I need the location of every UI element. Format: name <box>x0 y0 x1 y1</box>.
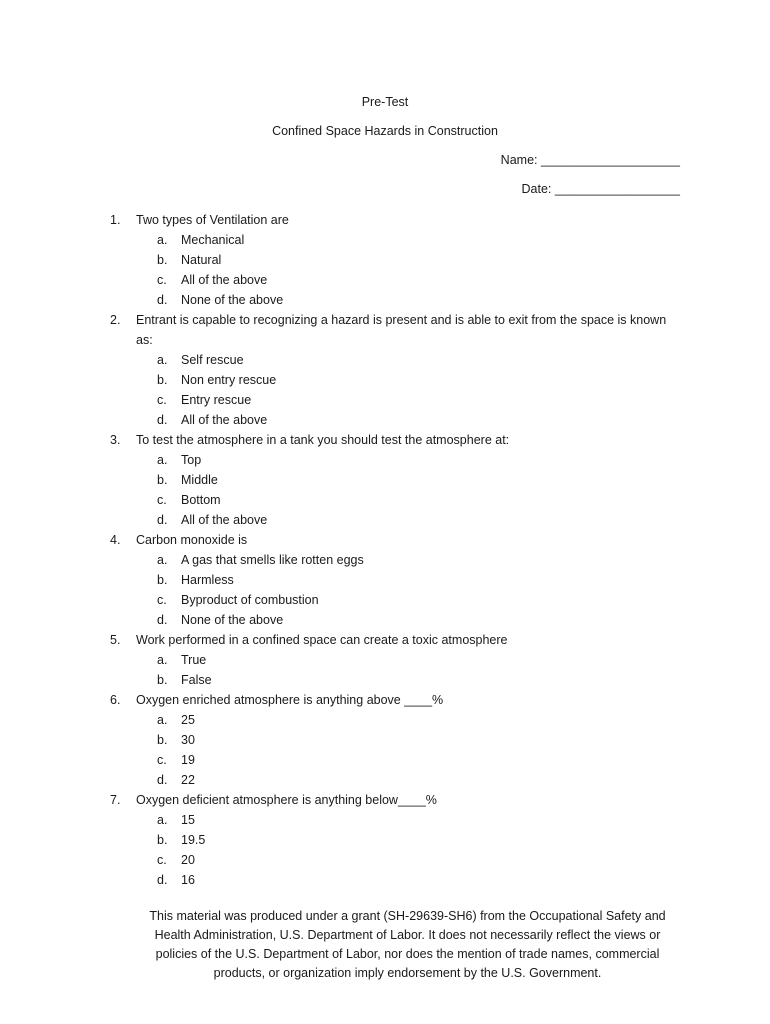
option-text: A gas that smells like rotten eggs <box>181 553 364 567</box>
option-letter: a. <box>157 653 168 667</box>
answer-option <box>136 810 680 830</box>
option-letter: d. <box>157 773 168 787</box>
question-number: 2. <box>110 313 121 327</box>
option-text: 15 <box>181 813 195 827</box>
answer-option <box>136 670 680 690</box>
answer-options <box>136 450 680 530</box>
option-letter: a. <box>157 813 168 827</box>
option-text: Top <box>181 453 202 467</box>
date-field: Date: __________________ <box>521 182 680 196</box>
question-7 <box>110 790 680 890</box>
answer-option <box>136 770 680 790</box>
answer-option <box>136 490 680 510</box>
option-text: True <box>181 653 207 667</box>
answer-option <box>136 830 680 850</box>
option-text: 19.5 <box>181 833 206 847</box>
option-letter: a. <box>157 453 168 467</box>
question-number: 7. <box>110 793 121 807</box>
answer-options <box>136 810 680 890</box>
option-text: 30 <box>181 733 195 747</box>
answer-option <box>136 870 680 890</box>
answer-option <box>136 610 680 630</box>
answer-options <box>136 550 680 630</box>
option-letter: c. <box>157 393 167 407</box>
option-letter: b. <box>157 373 168 387</box>
option-text: Mechanical <box>181 233 245 247</box>
option-text: None of the above <box>181 613 284 627</box>
document-title: Pre-Test <box>361 95 409 109</box>
option-text: All of the above <box>181 513 268 527</box>
question-number: 4. <box>110 533 121 547</box>
question-text: Oxygen enriched atmosphere is anything above ____% <box>136 693 444 707</box>
answer-option <box>136 350 680 370</box>
document-subtitle: Confined Space Hazards in Construction <box>272 124 498 138</box>
question-4 <box>110 530 680 630</box>
option-letter: b. <box>157 573 168 587</box>
option-letter: d. <box>157 873 168 887</box>
question-text: Oxygen deficient atmosphere is anything below____% <box>136 793 437 807</box>
answer-option <box>136 650 680 670</box>
option-text: Harmless <box>181 573 234 587</box>
answer-option <box>136 750 680 770</box>
option-letter: d. <box>157 413 168 427</box>
option-text: Self rescue <box>181 353 244 367</box>
question-3 <box>110 430 680 530</box>
option-text: None of the above <box>181 293 284 307</box>
option-letter: b. <box>157 253 168 267</box>
option-letter: d. <box>157 293 168 307</box>
option-text: 25 <box>181 713 195 727</box>
answer-option <box>136 290 680 310</box>
question-text: Two types of Ventilation are <box>136 213 289 227</box>
option-letter: a. <box>157 353 168 367</box>
answer-option <box>136 250 680 270</box>
option-letter: a. <box>157 553 168 567</box>
option-letter: c. <box>157 853 167 867</box>
question-text: To test the atmosphere in a tank you should test the atmosphere at: <box>136 433 510 447</box>
question-text: Carbon monoxide is <box>136 533 248 547</box>
question-6 <box>110 690 680 790</box>
answer-option <box>136 270 680 290</box>
answer-option <box>136 410 680 430</box>
option-letter: b. <box>157 833 168 847</box>
footer-line: This material was produced under a grant (SH-29639-SH6) from the Occupational Safety and <box>149 909 666 923</box>
footer-line: Health Administration, U.S. Department of Labor. It does not necessarily reflect the views or <box>154 928 661 942</box>
question-text: Entrant is capable to recognizing a hazard is present and is able to exit from the space is known as: <box>136 313 667 347</box>
answer-options <box>136 350 680 430</box>
answer-option <box>136 230 680 250</box>
option-letter: d. <box>157 513 168 527</box>
question-number: 3. <box>110 433 121 447</box>
option-text: Byproduct of combustion <box>181 593 319 607</box>
option-letter: d. <box>157 613 168 627</box>
question-5 <box>110 630 680 690</box>
question-text: Work performed in a confined space can create a toxic atmosphere <box>136 633 508 647</box>
option-text: 22 <box>181 773 195 787</box>
question-number: 1. <box>110 213 121 227</box>
option-letter: c. <box>157 273 167 287</box>
footer-line: products, or organization imply endorsement by the U.S. Government. <box>213 966 602 980</box>
option-text: False <box>181 673 212 687</box>
name-field: Name: ____________________ <box>500 153 680 167</box>
answer-option <box>136 590 680 610</box>
option-text: Natural <box>181 253 222 267</box>
option-text: All of the above <box>181 413 268 427</box>
question-number: 6. <box>110 693 121 707</box>
option-letter: b. <box>157 673 168 687</box>
answer-options <box>136 650 680 690</box>
option-letter: a. <box>157 713 168 727</box>
option-letter: c. <box>157 593 167 607</box>
footer-disclaimer <box>140 907 675 983</box>
option-letter: a. <box>157 233 168 247</box>
answer-option <box>136 710 680 730</box>
option-text: Entry rescue <box>181 393 252 407</box>
answer-option <box>136 370 680 390</box>
option-letter: c. <box>157 493 167 507</box>
option-text: Middle <box>181 473 218 487</box>
option-text: Non entry rescue <box>181 373 277 387</box>
question-1 <box>110 210 680 310</box>
option-text: 16 <box>181 873 195 887</box>
answer-option <box>136 470 680 490</box>
question-number: 5. <box>110 633 121 647</box>
answer-option <box>136 850 680 870</box>
answer-options <box>136 230 680 310</box>
question-2 <box>110 310 680 430</box>
option-text: Bottom <box>181 493 221 507</box>
option-letter: b. <box>157 733 168 747</box>
answer-option <box>136 730 680 750</box>
option-letter: b. <box>157 473 168 487</box>
question-list <box>110 210 680 890</box>
option-text: All of the above <box>181 273 268 287</box>
option-text: 19 <box>181 753 195 767</box>
answer-option <box>136 510 680 530</box>
answer-option <box>136 390 680 410</box>
answer-options <box>136 710 680 790</box>
answer-option <box>136 570 680 590</box>
option-text: 20 <box>181 853 195 867</box>
answer-option <box>136 550 680 570</box>
answer-option <box>136 450 680 470</box>
option-letter: c. <box>157 753 167 767</box>
footer-line: policies of the U.S. Department of Labor, nor does the mention of trade names, commercial <box>155 947 660 961</box>
